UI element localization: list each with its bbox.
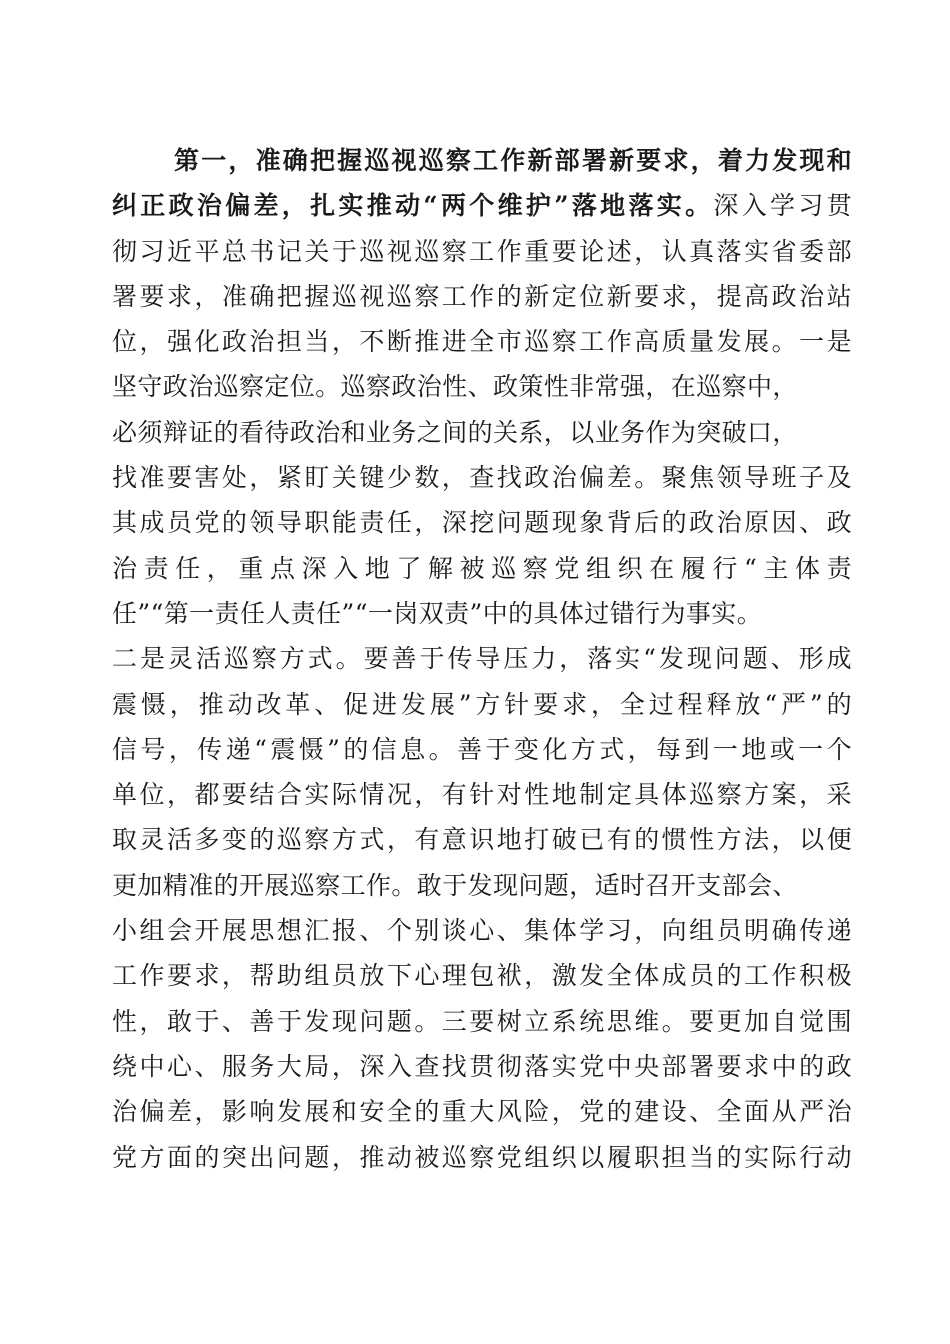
paragraph-line xyxy=(112,364,852,409)
line-text: 震慑，推动改革、促进发展”方针要求，全过程释放“严”的 xyxy=(112,689,852,719)
bold-heading-text: 纠正政治偏差，扎实推动“两个维护”落地落实。 xyxy=(112,191,714,221)
line-text: 位，强化政治担当，不断推进全市巡察工作高质量发展。一是 xyxy=(112,327,852,357)
paragraph-line xyxy=(112,500,852,545)
line-text: 绕中心、服务大局，深入查找贯彻落实党中央部署要求中的政 xyxy=(112,1051,852,1081)
paragraph-line xyxy=(112,1135,852,1180)
line-text: 找准要害处，紧盯关键少数，查找政治偏差。聚焦领导班子及 xyxy=(112,463,852,493)
paragraph-line xyxy=(112,727,852,772)
line-text: 小组会开展思想汇报、个别谈心、集体学习，向组员明确传递 xyxy=(112,916,852,946)
line-text: 取灵活多变的巡察方式，有意识地打破已有的惯性方法，以便 xyxy=(112,825,852,855)
paragraph-line xyxy=(112,410,852,455)
paragraph-line xyxy=(112,138,852,183)
paragraph-line xyxy=(112,1044,852,1089)
paragraph-line xyxy=(112,682,852,727)
line-text: 性，敢于、善于发现问题。三要树立系统思维。要更加自觉围 xyxy=(112,1006,852,1036)
paragraph-line xyxy=(112,183,852,228)
paragraph-line xyxy=(112,1089,852,1134)
line-text: 党方面的突出问题，推动被巡察党组织以履职担当的实际行动 xyxy=(112,1142,852,1172)
paragraph-line xyxy=(112,636,852,681)
line-text: 更加精准的开展巡察工作。敢于发现问题，适时召开支部会、 xyxy=(112,870,798,900)
line-text: 任”“第一责任人责任”“一岗双责”中的具体过错行为事实。 xyxy=(112,598,763,628)
bold-heading-text: 第一，准确把握巡视巡察工作新部署新要求，着力发现和 xyxy=(174,146,852,175)
paragraph-line xyxy=(112,546,852,591)
line-text: 深入学习贯 xyxy=(713,191,852,221)
paragraph-line xyxy=(112,863,852,908)
line-text: 署要求，准确把握巡视巡察工作的新定位新要求，提高政治站 xyxy=(112,281,852,311)
line-text: 其成员党的领导职能责任，深挖问题现象背后的政治原因、政 xyxy=(112,508,852,538)
line-text: 信号，传递“震慑”的信息。善于变化方式，每到一地或一个 xyxy=(112,734,852,764)
body-paragraph xyxy=(112,138,852,1180)
paragraph-line xyxy=(112,953,852,998)
paragraph-line xyxy=(112,591,852,636)
line-text: 坚守政治巡察定位。巡察政治性、政策性非常强，在巡察中， xyxy=(112,372,798,402)
paragraph-line xyxy=(112,817,852,862)
line-text: 单位，都要结合实际情况，有针对性地制定具体巡察方案，采 xyxy=(112,780,852,810)
paragraph-line xyxy=(112,772,852,817)
line-text: 彻习近平总书记关于巡视巡察工作重要论述，认真落实省委部 xyxy=(112,236,852,266)
line-text: 必须辩证的看待政治和业务之间的关系，以业务作为突破口， xyxy=(112,417,798,447)
line-text: 治偏差，影响发展和安全的重大风险，党的建设、全面从严治 xyxy=(112,1097,852,1127)
line-text: 二是灵活巡察方式。要善于传导压力，落实“发现问题、形成 xyxy=(112,644,852,674)
paragraph-line xyxy=(112,999,852,1044)
paragraph-line xyxy=(112,274,852,319)
paragraph-line xyxy=(112,908,852,953)
line-text: 治责任，重点深入地了解被巡察党组织在履行“主体责 xyxy=(112,553,852,583)
paragraph-line xyxy=(112,455,852,500)
line-text: 工作要求，帮助组员放下心理包袱，激发全体成员的工作积极 xyxy=(112,961,852,991)
paragraph-line xyxy=(112,319,852,364)
paragraph-line xyxy=(112,229,852,274)
